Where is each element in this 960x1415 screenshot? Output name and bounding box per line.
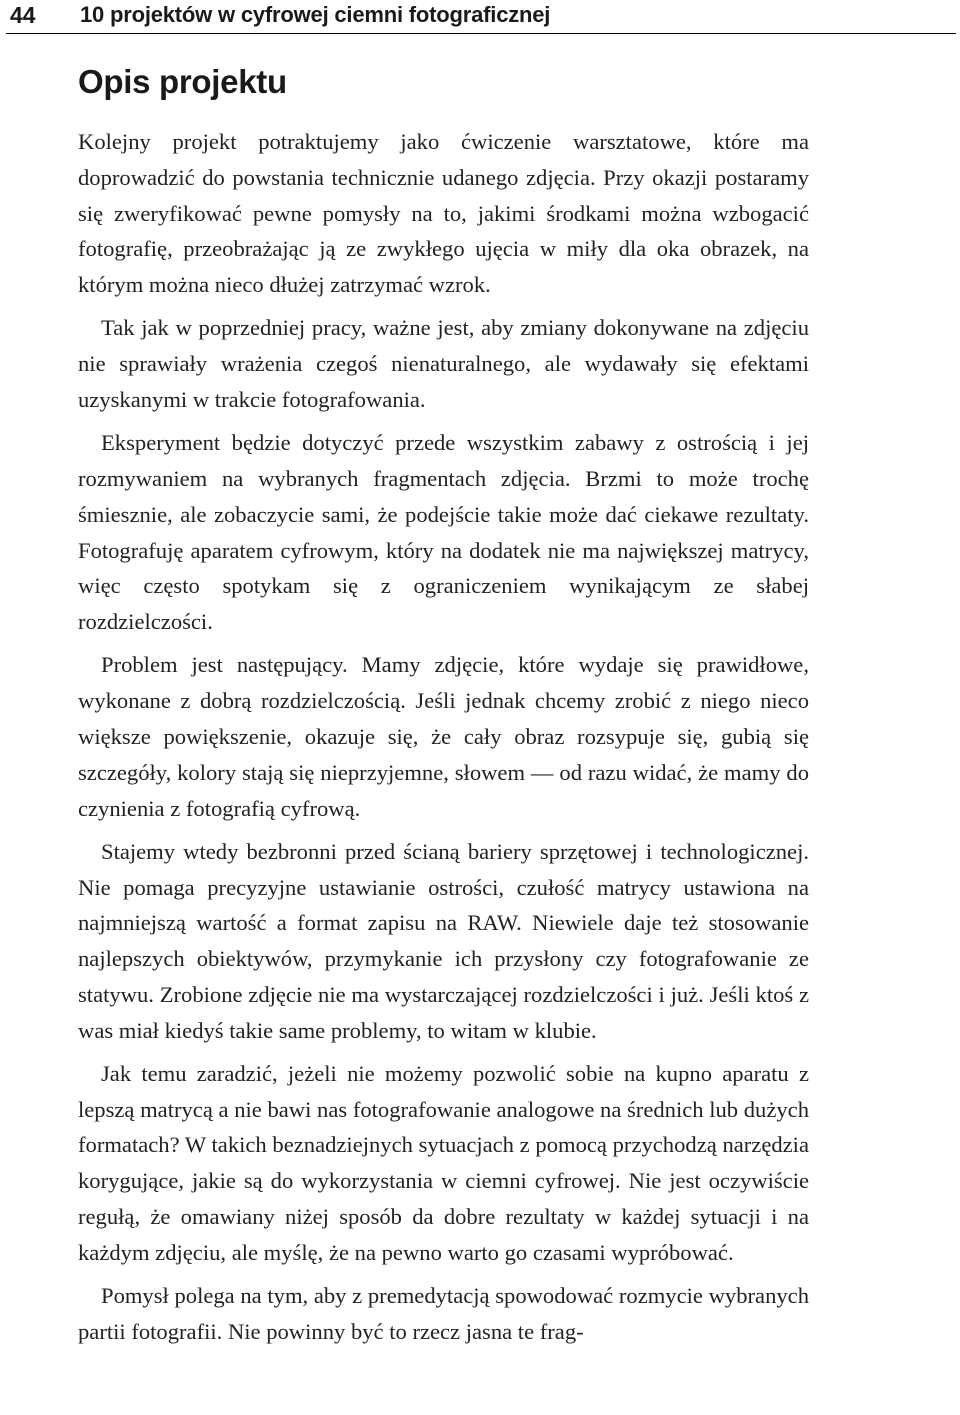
paragraph: Pomysł polega na tym, aby z premedytacją spowodować rozmycie wybranych partii fotografii. Nie powinny być to rzecz jasna te frag- [78, 1283, 809, 1344]
paragraph: Stajemy wtedy bezbronni przed ścianą bariery sprzętowej i technologicznej. Nie pomaga precyzyjne ustawianie ostrości, czułość matrycy ustawiona na najmniejszą wartość a format zapisu na RAW. Niewiele daje też stosowanie najlepszych obiektywów, przymykanie ich przysłony czy fotografowanie ze statywu. Zrobione zdjęcie nie ma wystarczającej rozdzielczości i już. Jeśli ktoś z was miał kiedyś takie same problemy, to witam w klubie. [78, 838, 809, 1043]
page-number: 44 [10, 2, 36, 28]
paragraph: Tak jak w poprzedniej pracy, ważne jest, aby zmiany dokonywane na zdjęciu nie sprawiały wrażenia czegoś nienaturalnego, ale wydawały się efektami uzyskanymi w trakcie fotografowania. [78, 315, 809, 412]
paragraph: Eksperyment będzie dotyczyć przede wszystkim zabawy z ostrością i jej rozmywaniem na wybranych fragmentach zdjęcia. Brzmi to może trochę śmiesznie, ale zobaczycie sami, że podejście takie może dać ciekawe rezultaty. Fotografuję aparatem cyfrowym, który na dodatek nie ma największej matrycy, więc często spotykam się z ograniczeniem wynikającym ze słabej rozdzielczości. [78, 430, 809, 635]
book-title: 10 projektów w cyfrowej ciemni fotograficznej [80, 2, 551, 27]
body-text [78, 124, 809, 1357]
paragraph: Problem jest następujący. Mamy zdjęcie, które wydaje się prawidłowe, wykonane z dobrą rozdzielczością. Jeśli jednak chcemy zrobić z niego nieco większe powiększenie, okazuje się, że cały obraz rozsypuje się, gubią się szczegóły, kolory stają się nieprzyjemne, słowem — od razu widać, że mamy do czynienia z fotografią cyfrową. [78, 652, 809, 821]
running-header [0, 0, 960, 34]
section-heading: Opis projektu [78, 63, 287, 100]
paragraph-intro: Kolejny projekt potraktujemy jako ćwiczenie warsztatowe, które ma doprowadzić do powstania technicznie udanego zdjęcia. Przy okazji postaramy się zweryfikować pewne pomysły na to, jakimi środkami można wzbogacić fotografię, przeobrażając ją ze zwykłego ujęcia w miły dla oka obrazek, na którym można nieco dłużej zatrzymać wzrok. [78, 129, 809, 298]
header-divider [6, 33, 956, 34]
paragraph: Jak temu zaradzić, jeżeli nie możemy pozwolić sobie na kupno aparatu z lepszą matrycą a nie bawi nas fotografowanie analogowe na średnich lub dużych formatach? W takich beznadziejnych sytuacjach z pomocą przychodzą narzędzia korygujące, jakie są do wykorzystania w ciemni cyfrowej. Nie jest oczywiście regułą, że omawiany niżej sposób da dobre rezultaty w każdej sytuacji i na każdym zdjęciu, ale myślę, że na pewno warto go czasami wypróbować. [78, 1060, 809, 1265]
